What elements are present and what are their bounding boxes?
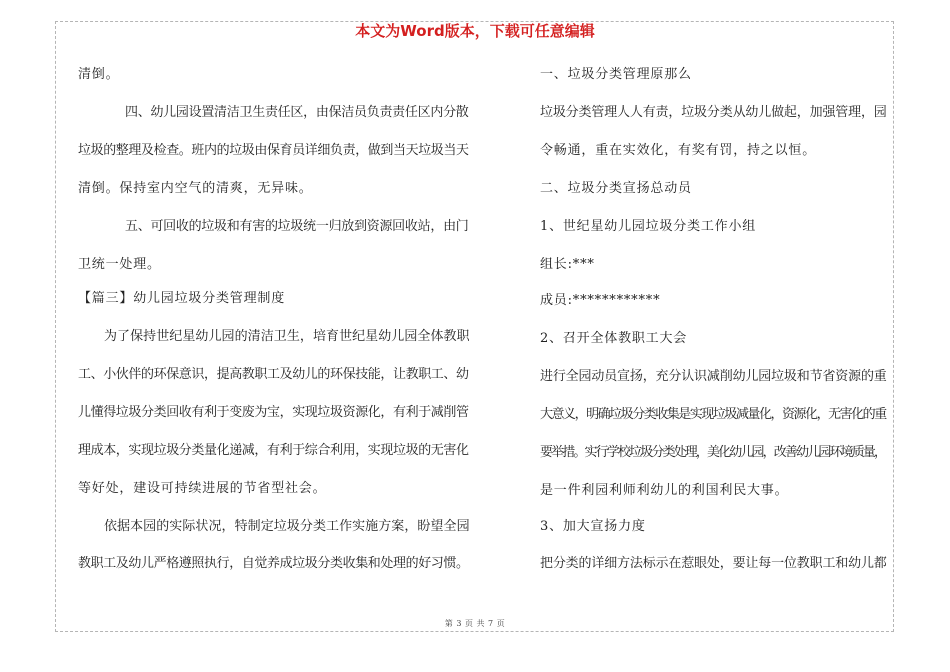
paragraph-line: 五、可回收的垃圾和有害的垃圾统一归放到资源回收站，由门: [125, 219, 469, 234]
paragraph-line: 卫统一处理。: [78, 257, 161, 272]
page-number: 第 3 页 共 7 页: [444, 619, 506, 628]
team-leader-line: 组长:***: [540, 257, 595, 272]
team-members-line: 成员:************: [540, 293, 661, 308]
paragraph-line: 理成本，实现垃圾分类量化递减，有利于综合利用，实现垃圾的无害化: [78, 443, 469, 458]
paragraph-line: 四、幼儿园设置清洁卫生责任区，由保洁员负责责任区内分散: [125, 105, 469, 120]
paragraph-line: 是一件利园利师利幼儿的利国利民大事。: [540, 483, 789, 498]
subsection-heading: 2、召开全体教职工大会: [540, 331, 688, 346]
subsection-heading: 3、加大宣扬力度: [540, 519, 646, 534]
paragraph-line: 依据本园的实际状况，特制定垃圾分类工作实施方案，盼望全园: [104, 519, 470, 534]
paragraph-line: 工、小伙伴的环保意识，提高教职工及幼儿的环保技能，让教职工、幼: [78, 367, 469, 382]
paragraph-line: 为了保持世纪星幼儿园的清洁卫生，培育世纪星幼儿园全体教职: [104, 329, 470, 344]
paragraph-line: 垃圾的整理及检查。班内的垃圾由保育员详细负责，做到当天垃圾当天: [78, 143, 469, 158]
paragraph-line: 清倒。保持室内空气的清爽，无异味。: [78, 181, 313, 196]
section-heading: 【篇三】幼儿园垃圾分类管理制度: [78, 291, 286, 306]
section-heading: 二、垃圾分类宣扬总动员: [540, 181, 692, 196]
paragraph-line: 等好处，建设可持续进展的节省型社会。: [78, 481, 327, 496]
paragraph-line: 大意义，明确垃圾分类收集是实现垃圾减量化，资源化，无害化的重: [540, 407, 886, 422]
paragraph-line: 要举措。实行学校垃圾分类处理，美化幼儿园，改善幼儿园环境质量，: [540, 445, 886, 460]
subsection-heading: 1、世纪星幼儿园垃圾分类工作小组: [540, 219, 757, 234]
paragraph-line: 垃圾分类管理人人有责，垃圾分类从幼儿做起，加强管理，园: [540, 105, 887, 120]
paragraph-line: 教职工及幼儿严格遵照执行，自觉养成垃圾分类收集和处理的好习惯。: [78, 556, 469, 571]
paragraph-line: 令畅通，重在实效化，有奖有罚，持之以恒。: [540, 143, 817, 158]
word-version-banner: 本文为Word版本，下载可任意编辑: [355, 22, 595, 40]
paragraph-line: 儿懂得垃圾分类回收有利于变废为宝，实现垃圾资源化，有利于减削管: [78, 405, 469, 420]
paragraph-line: 进行全园动员宣扬，充分认识减削幼儿园垃圾和节省资源的重: [540, 369, 887, 384]
paragraph-line: 把分类的详细方法标示在惹眼处，要让每一位教职工和幼儿都: [540, 556, 887, 571]
paragraph-line: 清倒。: [78, 67, 120, 82]
section-heading: 一、垃圾分类管理原那么: [540, 67, 692, 82]
